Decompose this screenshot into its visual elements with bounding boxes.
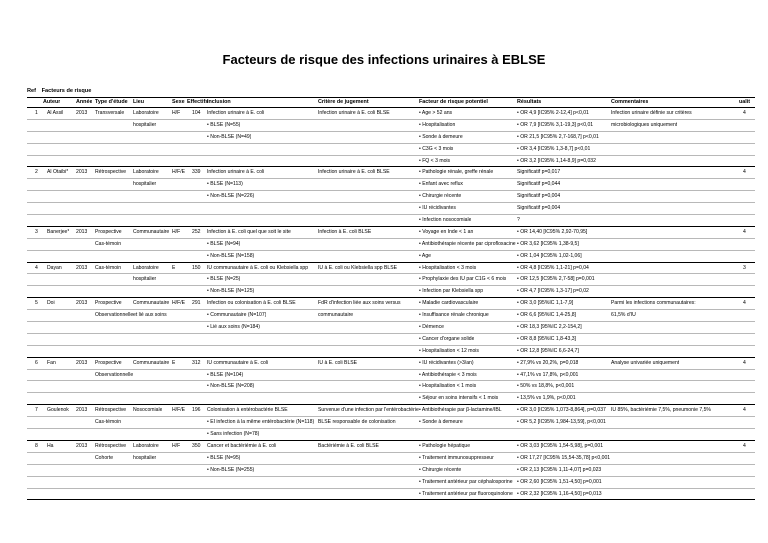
cell-resultats: • OR 3,2 [IC95% 1,14-8,9] p=0,032	[517, 157, 596, 164]
study-line	[27, 251, 755, 262]
cell-facteurs: • Age	[419, 252, 431, 259]
cell-type: Prospective	[95, 228, 122, 235]
cell-inclusion: • Non-BLSE (N=49)	[207, 133, 252, 140]
cell-facteurs: • Traitement antérieur par fluoroquinolone	[419, 490, 513, 497]
study-line	[27, 453, 755, 465]
cell-commentaires: Analyse univariée uniquement	[611, 359, 680, 366]
study-line	[27, 132, 755, 144]
study-row	[27, 167, 755, 226]
cell-ref: 2	[35, 169, 38, 176]
cell-ref: 1	[35, 110, 38, 116]
study-line	[27, 310, 755, 322]
cell-annee: 2013	[76, 228, 88, 235]
study-line	[27, 417, 755, 429]
cell-resultats: • OR 3,03 [IC95% 1,54-5,98], p=0,001	[517, 442, 604, 449]
cell-inclusion: Infection ou colonisation à E. coli BLSE	[207, 300, 296, 307]
table-supertitle	[27, 88, 95, 94]
cell-qualite: 4	[743, 407, 746, 414]
cell-facteurs: • Enfant avec reflux	[419, 181, 463, 188]
cell-facteurs: • Hospitalisation	[419, 121, 456, 128]
cell-type: Transversale	[95, 110, 125, 116]
cell-resultats: • OR 4,8 [IC95% 1,1-21] p=0,04	[517, 264, 589, 271]
cell-sexe: H/F	[172, 110, 181, 116]
cell-resultats: • OR 5,2 [IC95% 1,984-13,59], p<0,001	[517, 419, 606, 426]
cell-commentaires: Infection urinaire définie sur critères	[611, 110, 692, 116]
cell-resultats: • 27,9% vs 20,2%, p=0,018	[517, 359, 579, 366]
cell-lieu: Communautaire	[133, 300, 170, 307]
study-line	[27, 405, 755, 417]
cell-resultats: • OR 17,27 [IC95% 15,54-35,78] p<0,001	[517, 454, 611, 461]
cell-ref: 6	[35, 359, 38, 366]
study-line	[27, 144, 755, 156]
cell-lieu: Laboratoire	[133, 110, 159, 116]
cell-resultats: • OR 8,8 [95%IC 1,8-43,3]	[517, 335, 576, 342]
cell-inclusion: • BLSE (N=95)	[207, 454, 241, 461]
cell-auteur: Al Assil	[47, 110, 64, 116]
study-line	[27, 346, 755, 357]
cell-inclusion: IU communautaire à E. coli	[207, 359, 269, 366]
cell-resultats: • OR 21,5 [IC95% 2,7-168,7] p<0,01	[517, 133, 599, 140]
cell-critere: BLSE responsable de colonisation	[318, 419, 396, 426]
study-line	[27, 429, 755, 440]
cell-sexe: H/F/E	[172, 169, 186, 176]
cell-resultats: • OR 3,0 [95%IC 1,1-7,9]	[517, 300, 574, 307]
cell-qualite: 4	[743, 228, 746, 235]
header-auteur: Auteur	[43, 99, 61, 105]
cell-facteurs: • FQ < 3 mois	[419, 157, 451, 164]
cell-resultats: Significatif p=0,017	[517, 169, 561, 176]
study-line	[27, 393, 755, 404]
cell-inclusion: • Lié aux soins (N=184)	[207, 324, 260, 331]
cell-critere: Infection urinaire à E. coli BLSE	[318, 169, 390, 176]
cell-critere: Bactériémie à E. coli BLSE	[318, 442, 379, 449]
study-line	[27, 441, 755, 453]
study-line	[27, 322, 755, 334]
cell-resultats: • OR 2,60 [IC95% 1,51-4,50] p=0,001	[517, 478, 602, 485]
cell-resultats: • OR 3,62 [IC95% 1,38-9,5]	[517, 240, 579, 247]
study-line	[27, 358, 755, 370]
cell-inclusion: • Non-BLSE (N=158)	[207, 252, 255, 259]
cell-resultats: • OR 6,6 [95%IC 1,4-25,8]	[517, 312, 576, 319]
study-line	[27, 381, 755, 393]
header-critere: Critère de jugement	[318, 99, 369, 105]
study-row	[27, 441, 755, 500]
cell-effectifs: 150	[192, 264, 201, 271]
cell-resultats: • 13,5% vs 1,9%, p<0,001	[517, 395, 576, 402]
header-commentaires: Commentaires	[611, 99, 649, 105]
cell-resultats: Significatif p=0,044	[517, 181, 561, 188]
cell-resultats: Significatif p=0,004	[517, 193, 561, 200]
cell-auteur: Doi	[47, 300, 55, 307]
cell-inclusion: • Non-BLSE (N=226)	[207, 193, 255, 200]
cell-annee: 2013	[76, 407, 88, 414]
cell-resultats: • OR 2,32 [IC95% 1,16-4,50] p=0,013	[517, 490, 602, 497]
cell-type: Observationnelle	[95, 312, 134, 319]
cell-facteurs: • Traitement antérieur par céphalosporine	[419, 478, 513, 485]
cell-facteurs: • Hospitalisation < 1 mois	[419, 383, 477, 390]
cell-lieu: hospitalier	[133, 121, 157, 128]
cell-lieu: hospitalier	[133, 454, 157, 461]
cell-facteurs: • Maladie cardiovasculaire	[419, 300, 479, 307]
risk-factor-table	[27, 97, 755, 500]
study-line	[27, 156, 755, 167]
study-line	[27, 191, 755, 203]
cell-sexe: H/F	[172, 228, 181, 235]
cell-critere: FdR d'infection liée aux soins versus	[318, 300, 401, 307]
cell-commentaires: Parmi les infections communautaires:	[611, 300, 696, 307]
cell-annee: 2013	[76, 110, 88, 116]
cell-resultats: • OR 7,9 [IC95% 3,1-19,3] p<0,01	[517, 121, 594, 128]
cell-qualite: 4	[743, 442, 746, 449]
cell-type: Prospective	[95, 359, 122, 366]
header-effectifs: Effectifs	[187, 99, 209, 105]
cell-sexe: H/F	[172, 442, 181, 449]
cell-annee: 2013	[76, 264, 88, 271]
cell-inclusion: • Non-BLSE (N=208)	[207, 383, 255, 390]
cell-sexe: H/F/E	[172, 300, 186, 307]
cell-inclusion: • Non-BLSE (N=255)	[207, 466, 255, 473]
cell-facteurs: • Pathologie rénale, greffe rénale	[419, 169, 494, 176]
cell-qualite: 4	[743, 300, 746, 307]
cell-sexe: E	[172, 264, 176, 271]
cell-resultats: • OR 12,8 [95%IC 6,6-24,7]	[517, 347, 579, 354]
study-line	[27, 334, 755, 346]
study-line	[27, 298, 755, 310]
cell-facteurs: • Voyage en Inde < 1 an	[419, 228, 474, 235]
cell-type: Cohorte	[95, 454, 114, 461]
study-row	[27, 405, 755, 441]
cell-resultats: • OR 18,3 [95%IC 2,2-154,2]	[517, 324, 582, 331]
cell-inclusion: Colonisation à entérobactérie BLSE	[207, 407, 288, 414]
header-facteur: Facteur de risque potentiel	[419, 99, 488, 105]
cell-ref: 7	[35, 407, 38, 414]
study-line	[27, 167, 755, 179]
cell-type: Observationnelle	[95, 371, 134, 378]
cell-effectifs: 291	[192, 300, 201, 307]
cell-inclusion: Cancer et bactériémie à E. coli	[207, 442, 277, 449]
cell-resultats: • OR 1,04 [IC95% 1,02-1,06]	[517, 252, 582, 259]
cell-facteurs: • Chirurgie récente	[419, 193, 462, 200]
cell-inclusion: Infection à E. coli quel que soit le site	[207, 228, 291, 235]
study-line	[27, 286, 755, 297]
cell-facteurs: • Cancer d'organe solide	[419, 335, 475, 342]
cell-sexe: H/F/E	[172, 407, 186, 414]
study-line	[27, 370, 755, 382]
cell-facteurs: • Hospitalisation < 12 mois	[419, 347, 479, 354]
cell-inclusion: • Communautaire (N=107)	[207, 312, 267, 319]
cell-type: Rétrospective	[95, 407, 127, 414]
header-inclusion: Inclusion	[207, 99, 231, 105]
table-header-row	[27, 97, 755, 108]
cell-auteur: Fan	[47, 359, 56, 366]
study-line	[27, 120, 755, 132]
cell-auteur: Dayan	[47, 264, 62, 271]
cell-critere: IU à E. coli BLSE	[318, 359, 358, 366]
cell-lieu: hospitalier	[133, 276, 157, 283]
cell-facteurs: • Chirurgie récente	[419, 466, 462, 473]
cell-inclusion: • BLSE (N=55)	[207, 121, 241, 128]
study-line	[27, 465, 755, 477]
cell-ref: 5	[35, 300, 38, 307]
cell-ref: 8	[35, 442, 38, 449]
cell-facteurs: • Séjour en soins intensifs < 1 mois	[419, 395, 499, 402]
study-line	[27, 489, 755, 500]
cell-inclusion: • BLSE (N=25)	[207, 276, 241, 283]
cell-facteurs: • Antibiothérapie par β-lactamine/IBL	[419, 407, 502, 414]
cell-inclusion: • BLSE (N=94)	[207, 240, 241, 247]
study-line	[27, 179, 755, 191]
cell-effectifs: 350	[192, 442, 201, 449]
study-row	[27, 298, 755, 357]
study-line	[27, 239, 755, 251]
header-type: Type d'étude	[95, 99, 128, 105]
cell-lieu: hospitalier	[133, 181, 157, 188]
cell-resultats: • OR 2,13 [IC95% 1,11-4,07] p=0,023	[517, 466, 602, 473]
cell-lieu: Laboratoire	[133, 264, 159, 271]
cell-facteurs: • Sonde à demeure	[419, 419, 463, 426]
study-line	[27, 477, 755, 489]
cell-ref: 3	[35, 228, 38, 235]
cell-inclusion: • Sans infection (N=78)	[207, 431, 260, 438]
cell-resultats: • 50% vs 18,8%, p<0,001	[517, 383, 575, 390]
cell-auteur: Goulenok	[47, 407, 69, 414]
cell-effectifs: 312	[192, 359, 201, 366]
cell-inclusion: Infection urinaire à E. coli	[207, 169, 265, 176]
cell-qualite: 3	[743, 264, 746, 271]
cell-facteurs: • Traitement immunosuppresseur	[419, 454, 494, 461]
cell-type: Cas-témoin	[95, 264, 122, 271]
header-sexe: Sexe	[172, 99, 185, 105]
cell-resultats: • OR 12,5 [IC95% 2,7-58] p=0,001	[517, 276, 595, 283]
study-row	[27, 263, 755, 299]
cell-type: Cas-témoin	[95, 419, 122, 426]
cell-annee: 2013	[76, 169, 88, 176]
cell-facteurs: • Prophylaxie des IU par C1G < 6 mois	[419, 276, 507, 283]
cell-type: Rétrospective	[95, 442, 127, 449]
cell-facteurs: • Age > 52 ans	[419, 110, 453, 116]
header-qualite: ualit	[739, 99, 751, 105]
cell-type: Prospective	[95, 300, 122, 307]
cell-inclusion: • EI infection à la même entérobactérie (N=118)	[207, 419, 315, 426]
facteurs-label: Facteurs de risque	[41, 88, 92, 94]
cell-effectifs: 252	[192, 228, 201, 235]
cell-facteurs: • Infection nosocomiale	[419, 217, 472, 224]
cell-critere: Survenue d'une infection par l'entérobactérie	[318, 407, 419, 414]
cell-facteurs: • Antibiothérapie < 3 mois	[419, 371, 477, 378]
cell-lieu: Nosocomiale	[133, 407, 163, 414]
cell-lieu: Communautaire	[133, 228, 170, 235]
cell-facteurs: • IU récidivantes (>3/an)	[419, 359, 474, 366]
study-line	[27, 215, 755, 226]
cell-facteurs: • Infection par Klebsiella spp	[419, 288, 484, 295]
cell-facteurs: • Sonde à demeure	[419, 133, 463, 140]
cell-facteurs: • Insuffisance rénale chronique	[419, 312, 489, 319]
cell-commentaires: IU 85%, bactériémie 7,5%, pneumonie 7,5%	[611, 407, 711, 414]
study-row	[27, 108, 755, 167]
cell-resultats: • OR 4,7 [IC95% 1,3-17] p=0,02	[517, 288, 589, 295]
cell-critere: Infection à E. coli BLSE	[318, 228, 372, 235]
cell-auteur: Ha	[47, 442, 54, 449]
cell-facteurs: • C3G < 3 mois	[419, 145, 454, 152]
study-line	[27, 274, 755, 286]
header-lieu: Lieu	[133, 99, 145, 105]
cell-lieu: Laboratoire	[133, 169, 159, 176]
cell-qualite: 4	[743, 359, 746, 366]
cell-inclusion: • Non-BLSE (N=125)	[207, 288, 255, 295]
cell-lieu: et lié aux soins	[133, 312, 167, 319]
cell-resultats: ?	[517, 217, 520, 224]
cell-resultats: • OR 3,4 [IC95% 1,3-8,7] p<0,01	[517, 145, 591, 152]
cell-critere: Infection urinaire à E. coli BLSE	[318, 110, 390, 116]
cell-auteur: Al Otaibi*	[47, 169, 69, 176]
cell-resultats: Significatif p=0,004	[517, 205, 561, 212]
cell-facteurs: • Pathologie hépatique	[419, 442, 471, 449]
cell-sexe: E	[172, 359, 176, 366]
study-line	[27, 227, 755, 239]
cell-effectifs: 339	[192, 169, 201, 176]
study-row	[27, 227, 755, 263]
cell-annee: 2013	[76, 442, 88, 449]
cell-resultats: • 47,1% vs 17,8%, p<0,001	[517, 371, 579, 378]
ref-label: Ref	[27, 88, 37, 94]
cell-commentaires: microbiologiques uniquement	[611, 121, 678, 128]
cell-commentaires: 61,5% d'IU	[611, 312, 636, 319]
cell-inclusion: IU communautaire à E. coli ou Klebsiella spp	[207, 264, 309, 271]
cell-critere: communautaire	[318, 312, 354, 319]
cell-annee: 2013	[76, 359, 88, 366]
cell-facteurs: • Démence	[419, 324, 444, 331]
cell-inclusion: • BLSE (N=113)	[207, 181, 243, 188]
header-annee: Année	[76, 99, 93, 105]
cell-effectifs: 104	[192, 110, 201, 116]
study-line	[27, 203, 755, 215]
cell-auteur: Banerjee*	[47, 228, 70, 235]
cell-qualite: 4	[743, 110, 746, 116]
header-resultats: Résultats	[517, 99, 542, 105]
cell-ref: 4	[35, 264, 38, 271]
cell-resultats: • OR 4,9 [IC95% 2-12,4] p<0,01	[517, 110, 589, 116]
cell-type: Cas-témoin	[95, 240, 122, 247]
cell-lieu: Communautaire	[133, 359, 170, 366]
cell-facteurs: • Antibiothérapie récente par ciprofloxacine	[419, 240, 516, 247]
cell-qualite: 4	[743, 169, 746, 176]
study-row	[27, 358, 755, 406]
cell-effectifs: 196	[192, 407, 201, 414]
cell-critere: IU à E. coli ou Klebsiella spp BLSE	[318, 264, 397, 271]
cell-facteurs: • IU récidivantes	[419, 205, 456, 212]
cell-lieu: Laboratoire	[133, 442, 159, 449]
cell-type: Rétrospective	[95, 169, 127, 176]
cell-inclusion: Infection urinaire à E. coli	[207, 110, 265, 116]
study-line	[27, 108, 755, 120]
cell-facteurs: • Hospitalisation < 3 mois	[419, 264, 477, 271]
cell-resultats: • OR 14,40 [IC95% 2,92-70,95]	[517, 228, 588, 235]
cell-resultats: • OR 3,0 [IC95% 1,073-8,864], p=0,037	[517, 407, 606, 414]
cell-inclusion: • BLSE (N=104)	[207, 371, 244, 378]
cell-annee: 2013	[76, 300, 88, 307]
study-line	[27, 263, 755, 275]
page-title: Facteurs de risque des infections urinaires à EBLSE	[222, 52, 546, 67]
